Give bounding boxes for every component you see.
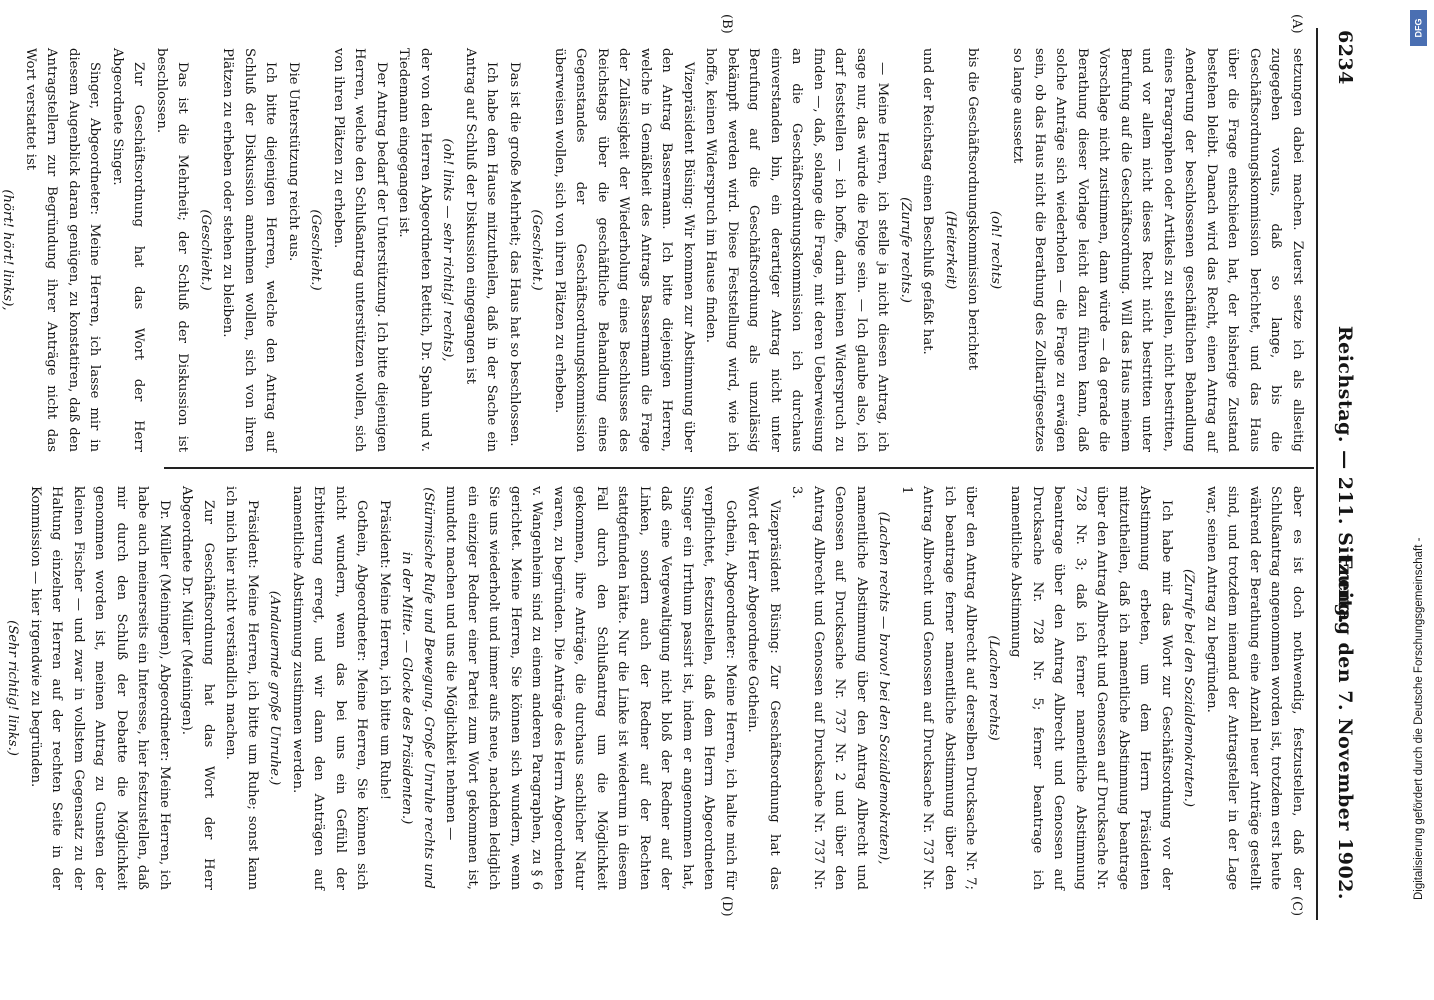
interjection: (oh! links — sehr richtig! rechts), — [440, 138, 456, 362]
interjection: (Sehr richtig! links.) — [5, 620, 21, 756]
interjection: (Geschieht.) — [308, 209, 324, 291]
interjection: (Zurufe bei den Sozialdemokraten.) — [1181, 568, 1197, 808]
interjection: (hört! hört! links), — [0, 189, 16, 311]
paragraph: Dr. Müller (Meiningen), Abgeordneter: Meine Herren, ich habe auch meinerseits ein Interesse, hier festzustellen, daß mir durch den Schluß der Debatte die Möglichkeit genommen worden ist, meinen Antrag zu Gunsten der kleinen Fischer — und zwar in vollstem Gegensatz zu der Haltung einzelner Herren auf der rechten Seite in der Kommission — hier irgendwie zu begründen. — [28, 486, 172, 890]
paragraph: Ich habe mir das Wort zur Geschäftsordnung vor der Abstimmung erbeten, um dem Herrn Präsidenten mitzutheilen, daß ich namentliche Abstimmung beantrage über den Antrag Albrecht und Genossen auf Drucksache Nr. 728 Nr. 3; daß ich ferner namentliche Abstimmung beantrage über den Antrag Albrecht und Genossen auf Drucksache Nr. 728 Nr. 5; ferner beantrage ich namentliche Abstimmung — [1008, 486, 1174, 890]
digitization-credit: Digitalisierung gefördert durch die Deutsche Forschungsgemeinschaft - — [1413, 537, 1425, 900]
interjection: (Zurufe rechts.) — [898, 197, 913, 303]
session-date: Freitag den 7. November 1902. — [1334, 555, 1356, 900]
paragraph: Gothein, Abgeordneter: Meine Herren, ich halte mich für verpflichtet, festzustellen, daß dem Herrn Abgeordneten Singer ein Irrthum passirt ist, indem er angenommen hat, daß eine Vergewaltigung nicht bloß der Redner auf der Linken, sondern auch der Redner auf der Rechten stattgefunden hätte. Nur die Linke ist wiederum in diesem Fall durch den Schlußantrag um die Möglichkeit gekommen, ihre Anträge, die durchaus sachlicher Natur waren, zu begründen. Die Anträge des Herrn Abgeordneten v. Wangenheim sind zu einem anderen Paragraphen, zu § 6 gerichtet. Meine Herren, Sie können sich wundern, wenn Sie uns wiederholt und immer aufs neue, nachdem lediglich ein einziger Redner einer Partei zum Wort gekommen ist, mundtot machen und uns die Möglichkeit nehmen — — [443, 486, 738, 890]
interjection: (Andauernde große Unruhe.) — [267, 590, 283, 786]
interjection: (Geschieht.) — [529, 209, 545, 291]
interjection: (oh! rechts) — [988, 210, 1003, 290]
left-column — [0, 48, 1308, 452]
paragraph: setzungen dabei machen. Zuerst setze ich als allseitig zugegeben voraus, daß so lange, bis die Geschäftsordnungskommission berichtet, und das Haus über die Frage entschieden hat, der bisherige Zustand bestehen bleibt. Danach wird das Recht, einen Antrag auf Aenderung der beschlossenen geschäftlichen Behandlung eines Paragraphen oder Artikels zu stellen, nicht bestritten, und vor allem nicht dieses Recht nicht bestritten unter Berufung auf die Geschäftsordnung. Will das Haus meinem Vorschlage nicht zustimmen, dann würde — da gerade die Berathung dieser Vorlage leicht dazu führen kann, daß solche Anträge sich wiederholen — die Frage zu erwägen sein, ob das Haus nicht die Berathung des Zolltarifgesetzes so lange aussetzt — [1010, 48, 1305, 452]
interjection: (Stürmische Rufe und Bewegung. Große Unruhe rechts und in der Mitte. — Glocke des Präsidenten.) — [399, 487, 436, 889]
paragraph: Die Unterstützung reicht aus. — [286, 62, 301, 262]
interjection: (Heiterkeit) — [943, 210, 958, 290]
margin-marker-b: (B) — [719, 14, 734, 34]
paragraph: Präsident: Meine Herren, ich bitte um Ruhe; sonst kann ich mich hier nicht verständlich machen. — [223, 486, 260, 890]
paragraph: Das ist die große Mehrheit; das Haus hat so beschlossen. — [507, 62, 522, 447]
paragraph: der von den Herren Abgeordneten Rettich, Dr. Spahn und v. Tiedemann eingegangen ist. — [396, 48, 433, 452]
paragraph: Ich habe dem Hause mitzutheilen, daß in der Sache ein Antrag auf Schluß der Diskussion eingegangen ist — [463, 48, 500, 452]
session-title: Reichstag. — 211. Sitzung. — [1334, 325, 1356, 625]
right-column — [5, 486, 1308, 890]
dfg-logo: DFG — [1410, 10, 1427, 46]
paragraph: über den Antrag Albrecht auf derselben Drucksache Nr. 7; ich beantrage ferner namentliche Abstimmung über den Antrag Albrecht und Genossen auf Drucksache Nr. 737 Nr. 1 — [899, 486, 979, 890]
margin-marker-a: (A) — [1289, 14, 1304, 34]
paragraph: Vizepräsident Büsing: Wir kommen zur Abstimmung über den Antrag Bassermann. Ich bitte diejenigen Herren, welche in Gemäßheit des Antrags Bassermann die Frage der Zulässigkeit der Wiederholung eines Beschlusses des Reichstags über die geschäftliche Behandlung eines Gegenstandes der Geschäftsordnungskommission überweisen wollen, sich von ihren Plätzen zu erheben. — [552, 48, 696, 452]
interjection: (Geschieht.) — [198, 209, 213, 291]
paragraph: namentliche Abstimmung über den Antrag Albrecht und Genossen auf Drucksache Nr. 737 Nr. 2 und über den Antrag Albrecht und Genossen auf Drucksache Nr. 737 Nr. 3. — [789, 486, 869, 890]
header-rule — [1316, 28, 1318, 920]
paragraph: aber es ist doch nothwendig, festzustellen, daß der Schlußantrag angenommen worden ist, trotzdem erst heute während der Berathung eine Anzahl neuer Anträge gestellt sind, und trotzdem niemand der Antragsteller in der Lage war, seinen Antrag zu begründen. — [1204, 486, 1305, 890]
column-rule — [164, 467, 1314, 469]
paragraph: — Meine Herren, ich stelle ja nicht diesen Antrag, ich sage nur, das würde die Folge sein. — Ich glaube also, ich darf feststellen — ich hoffe, darin keinen Widerspruch zu finden —, daß, solange die Frage, mit deren Ueberweisung an die Geschäftsordnungskommission ich durchaus einverstanden bin, ein derartiger Antrag nicht unter Berufung auf die Geschäftsordnung als unzulässig bekämpft werden wird. Diese Feststellung wird, wie ich hoffe, keinen Widerspruch im Hause finden. — [703, 48, 891, 452]
paragraph — [0, 486, 1, 890]
paragraph: Singer, Abgeordneter: Meine Herren, ich lasse mir in diesem Augenblick daran genügen, zu konstatiren, daß den Antragstellern zur Begründung ihrer Anträge nicht das Wort verstattet ist — [23, 48, 103, 452]
margin-marker-c: (C) — [1289, 896, 1304, 917]
page-header — [1326, 30, 1362, 920]
page-number: 6234 — [1334, 30, 1356, 85]
paragraph: Zur Geschäftsordnung hat das Wort der Herr Abgeordnete Dr. Müller (Meiningen). — [179, 486, 216, 890]
paragraph: und der Reichstag einen Beschluß gefaßt hat. — [920, 48, 936, 355]
digitization-note — [1408, 0, 1428, 1000]
paragraph: bis die Geschäftsordnungskommission berichtet — [965, 48, 981, 371]
paragraph: Ich bitte diejenigen Herren, welche den Antrag auf Schluß der Diskussion annehmen wollen, sich von ihren Plätzen zu erheben oder stehen zu bleiben. — [220, 48, 279, 452]
paragraph: Gothein, Abgeordneter: Meine Herren, Sie können sich nicht wundern, wenn das bei uns ein Gefühl der Erbitterung erregt, und wir dann den Anträgen auf namentliche Abstimmung zustimmen werden. — [290, 486, 370, 890]
paragraph: Vizepräsident Büsing: Zur Geschäftsordnung hat das Wort der Herr Abgeordnete Gothein. — [745, 486, 782, 890]
paragraph: Der Antrag bedarf der Unterstützung. Ich bitte diejenigen Herren, welche den Schlußantrag unterstützen wollen, sich von ihren Plätzen zu erheben. — [331, 48, 389, 452]
paragraph: Das ist die Mehrheit; der Schluß der Diskussion ist beschlossen. — [154, 48, 191, 452]
paragraph: Zur Geschäftsordnung hat das Wort der Herr Abgeordnete Singer. — [110, 48, 147, 452]
interjection: (Lachen rechts — bravo! bei den Sozialdemokraten), — [876, 511, 892, 865]
margin-marker-d: (D) — [719, 896, 734, 917]
interjection: (Lachen rechts) — [986, 635, 1001, 741]
paragraph: Präsident: Meine Herren, ich bitte um Ruhe! — [377, 500, 392, 801]
